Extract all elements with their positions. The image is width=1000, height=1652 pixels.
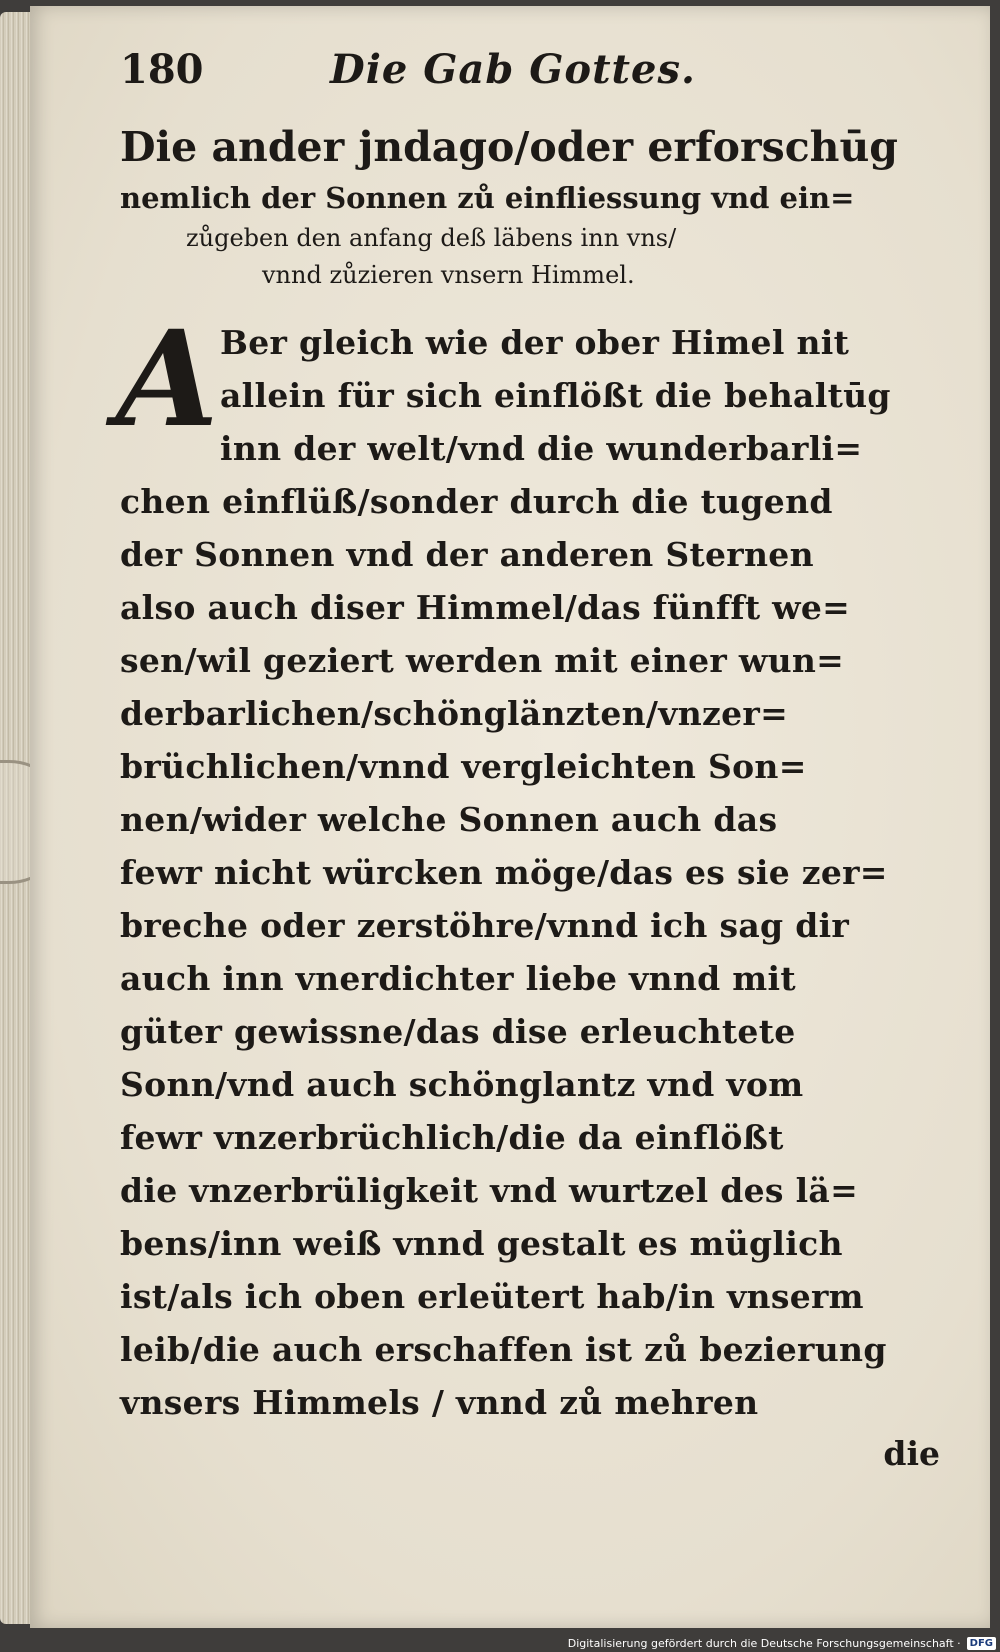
text-line: auch inn vnerdichter liebe vnnd mit — [120, 959, 796, 998]
text-line: inn der welt/vnd die wunderbarli= — [220, 429, 863, 468]
running-title: Die Gab Gottes. — [330, 46, 696, 93]
text-line: Sonn/vnd auch schönglantz vnd vom — [120, 1065, 804, 1104]
text-line: der Sonnen vnd der anderen Sternen — [120, 535, 814, 574]
text-line: ist/als ich oben erleütert hab/in vnserm — [120, 1277, 864, 1316]
credit-text: Digitalisierung gefördert durch die Deutsche Forschungsgemeinschaft · — [567, 1637, 961, 1650]
drop-cap-initial: A — [116, 302, 219, 457]
text-line: chen einflüß/sonder durch die tugend — [120, 482, 833, 521]
text-line: leib/die auch erschaffen ist zů bezierung — [120, 1330, 887, 1369]
text-line: nen/wider welche Sonnen auch das — [120, 800, 778, 839]
catchword: die — [883, 1434, 940, 1473]
book-page — [30, 6, 990, 1628]
chapter-heading-line: nemlich der Sonnen zů einfliessung vnd ein= — [120, 181, 855, 215]
chapter-heading-line: vnnd zůzieren vnsern Himmel. — [262, 261, 635, 289]
text-line: derbarlichen/schönglänzten/vnzer= — [120, 694, 789, 733]
text-line: güter gewissne/das dise erleuchtete — [120, 1012, 796, 1051]
chapter-heading-line: Die ander jndago/oder erforschūg — [120, 123, 898, 171]
running-head — [120, 46, 940, 118]
text-line: fewr vnzerbrüchlich/die da einflößt — [120, 1118, 784, 1157]
text-line: fewr nicht würcken möge/das es sie zer= — [120, 853, 888, 892]
dfg-logo: DFG — [967, 1637, 996, 1650]
text-line: die vnzerbrüligkeit vnd wurtzel des lä= — [120, 1171, 859, 1210]
chapter-heading-line: zůgeben den anfang deß läbens inn vns/ — [186, 224, 677, 252]
text-line: also auch diser Himmel/das fünfft we= — [120, 588, 851, 627]
text-line: breche oder zerstöhre/vnnd ich sag dir — [120, 906, 850, 945]
text-line: brüchlichen/vnnd vergleichten Son= — [120, 747, 807, 786]
text-line: vnsers Himmels / vnnd zů mehren — [120, 1383, 759, 1422]
text-line: sen/wil geziert werden mit einer wun= — [120, 641, 845, 680]
body-text — [116, 302, 940, 1479]
page-number: 180 — [120, 46, 204, 93]
page-text-block — [116, 46, 940, 1479]
digitization-credit — [568, 1637, 996, 1650]
text-line: allein für sich einflößt die behaltūg — [220, 376, 891, 415]
text-line: Ber gleich wie der ober Himel nit — [220, 323, 850, 362]
text-line: bens/inn weiß vnnd gestalt es müglich — [120, 1224, 843, 1263]
